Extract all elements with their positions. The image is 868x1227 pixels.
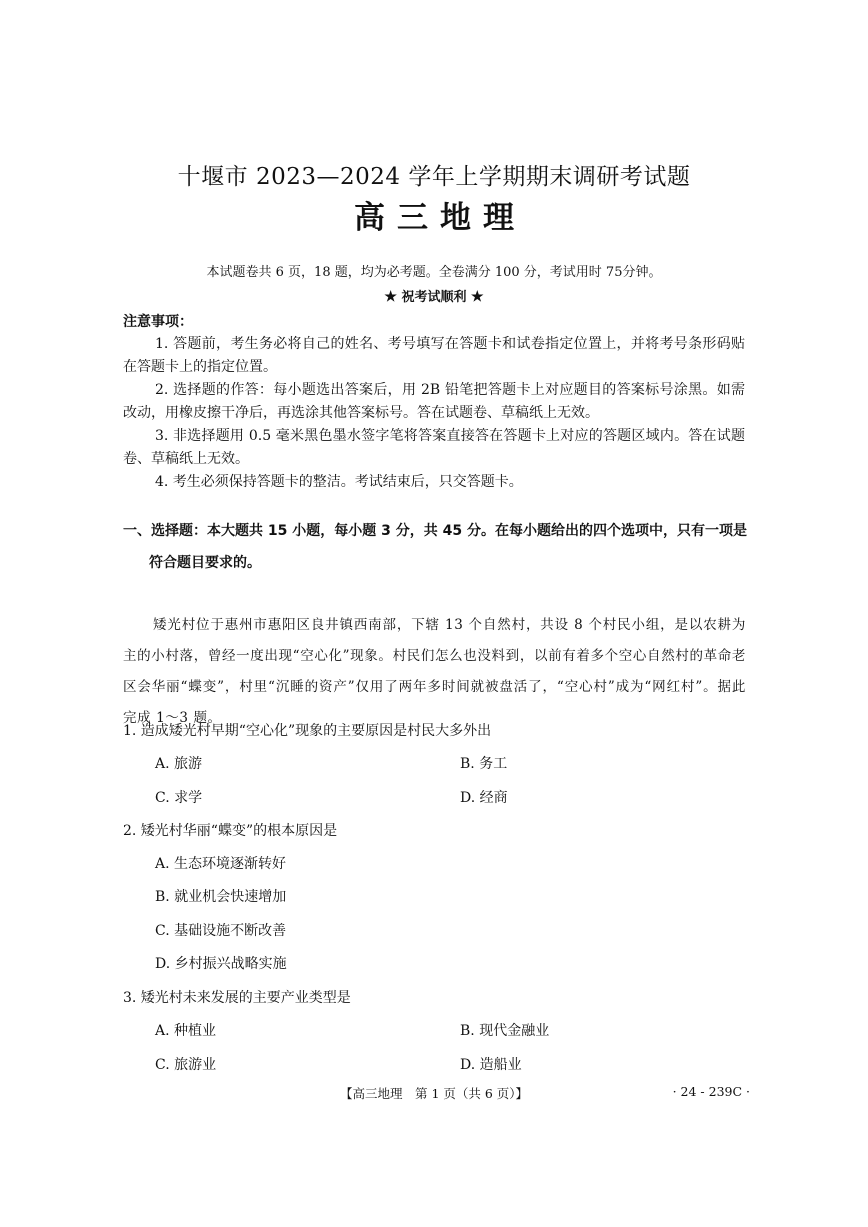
question-option: A. 种植业 xyxy=(155,1023,217,1039)
question-option: B. 现代金融业 xyxy=(460,1023,550,1039)
paper-code: · 24 - 239C · xyxy=(672,1084,750,1099)
question-option: C. 基础设施不断改善 xyxy=(155,923,287,939)
question-option: D. 造船业 xyxy=(460,1057,522,1073)
star-icon: ★ xyxy=(384,289,397,305)
exam-info: 本试题卷共 6 页，18 题，均为必考题。全卷满分 100 分，考试用时 75分钟。 xyxy=(206,265,662,280)
section-heading xyxy=(123,515,748,579)
question-stem: 1. 造成矮光村早期“空心化”现象的主要原因是村民大多外出 xyxy=(123,723,492,739)
section-heading-line: 一、选择题：本大题共 15 小题，每小题 3 分，共 45 分。在每小题给出的四个选项中，只有一项是 xyxy=(123,523,747,539)
question-option: D. 经商 xyxy=(460,790,508,806)
question-option: D. 乡村振兴战略实施 xyxy=(155,956,287,972)
reading-passage: 矮光村位于惠州市惠阳区良井镇西南部，下辖 13 个自然村，共设 8 个村民小组，是以农耕为主的小村落，曾经一度出现“空心化”现象。村民们怎么也没料到，以前有着多个空心自然村的革命老区会华丽“蝶变”，村里“沉睡的资产”仅用了两年多时间就被盘活了，“空心村”成为“网红村”。据此完成 1～3 题。 xyxy=(123,617,746,726)
question-option: A. 生态环境逐渐转好 xyxy=(155,856,287,872)
star-icon: ★ xyxy=(471,289,484,305)
notice-item: 4. 考生必须保持答题卡的整洁。考试结束后，只交答题卡。 xyxy=(155,474,523,490)
question-option: B. 就业机会快速增加 xyxy=(155,889,287,905)
section-heading-line: 符合题目要求的。 xyxy=(149,555,261,571)
notice-item: 3. 非选择题用 0.5 毫米黑色墨水签字笔将答案直接答在答题卡上对应的答题区域内。答在试题卷、草稿纸上无效。 xyxy=(123,428,745,467)
subject-title: 高三地理 xyxy=(354,200,526,236)
question-option: C. 旅游业 xyxy=(155,1057,217,1073)
notice-item: 2. 选择题的作答：每小题选出答案后，用 2B 铅笔把答题卡上对应题目的答案标号涂黑。如需改动，用橡皮擦干净后，再选涂其他答案标号。答在试题卷、草稿纸上无效。 xyxy=(123,382,745,421)
page-footer: 【高三地理 第 1 页（共 6 页）】 xyxy=(339,1086,529,1101)
notice-heading: 注意事项： xyxy=(123,314,193,330)
notice-list xyxy=(123,333,745,494)
notice-item: 1. 答题前，考生务必将自己的姓名、考号填写在答题卡和试卷指定位置上，并将考号条形码贴在答题卡上的指定位置。 xyxy=(123,336,745,375)
question-stem: 2. 矮光村华丽“蝶变”的根本原因是 xyxy=(123,823,338,839)
good-luck-line xyxy=(0,286,868,305)
good-luck-text: 祝考试顺利 xyxy=(401,290,467,305)
exam-title: 十堰市 2023—2024 学年上学期期末调研考试题 xyxy=(177,164,691,190)
question-option: B. 务工 xyxy=(460,756,508,772)
question-option: A. 旅游 xyxy=(155,756,203,772)
question-option: C. 求学 xyxy=(155,790,203,806)
question-stem: 3. 矮光村未来发展的主要产业类型是 xyxy=(123,990,351,1006)
